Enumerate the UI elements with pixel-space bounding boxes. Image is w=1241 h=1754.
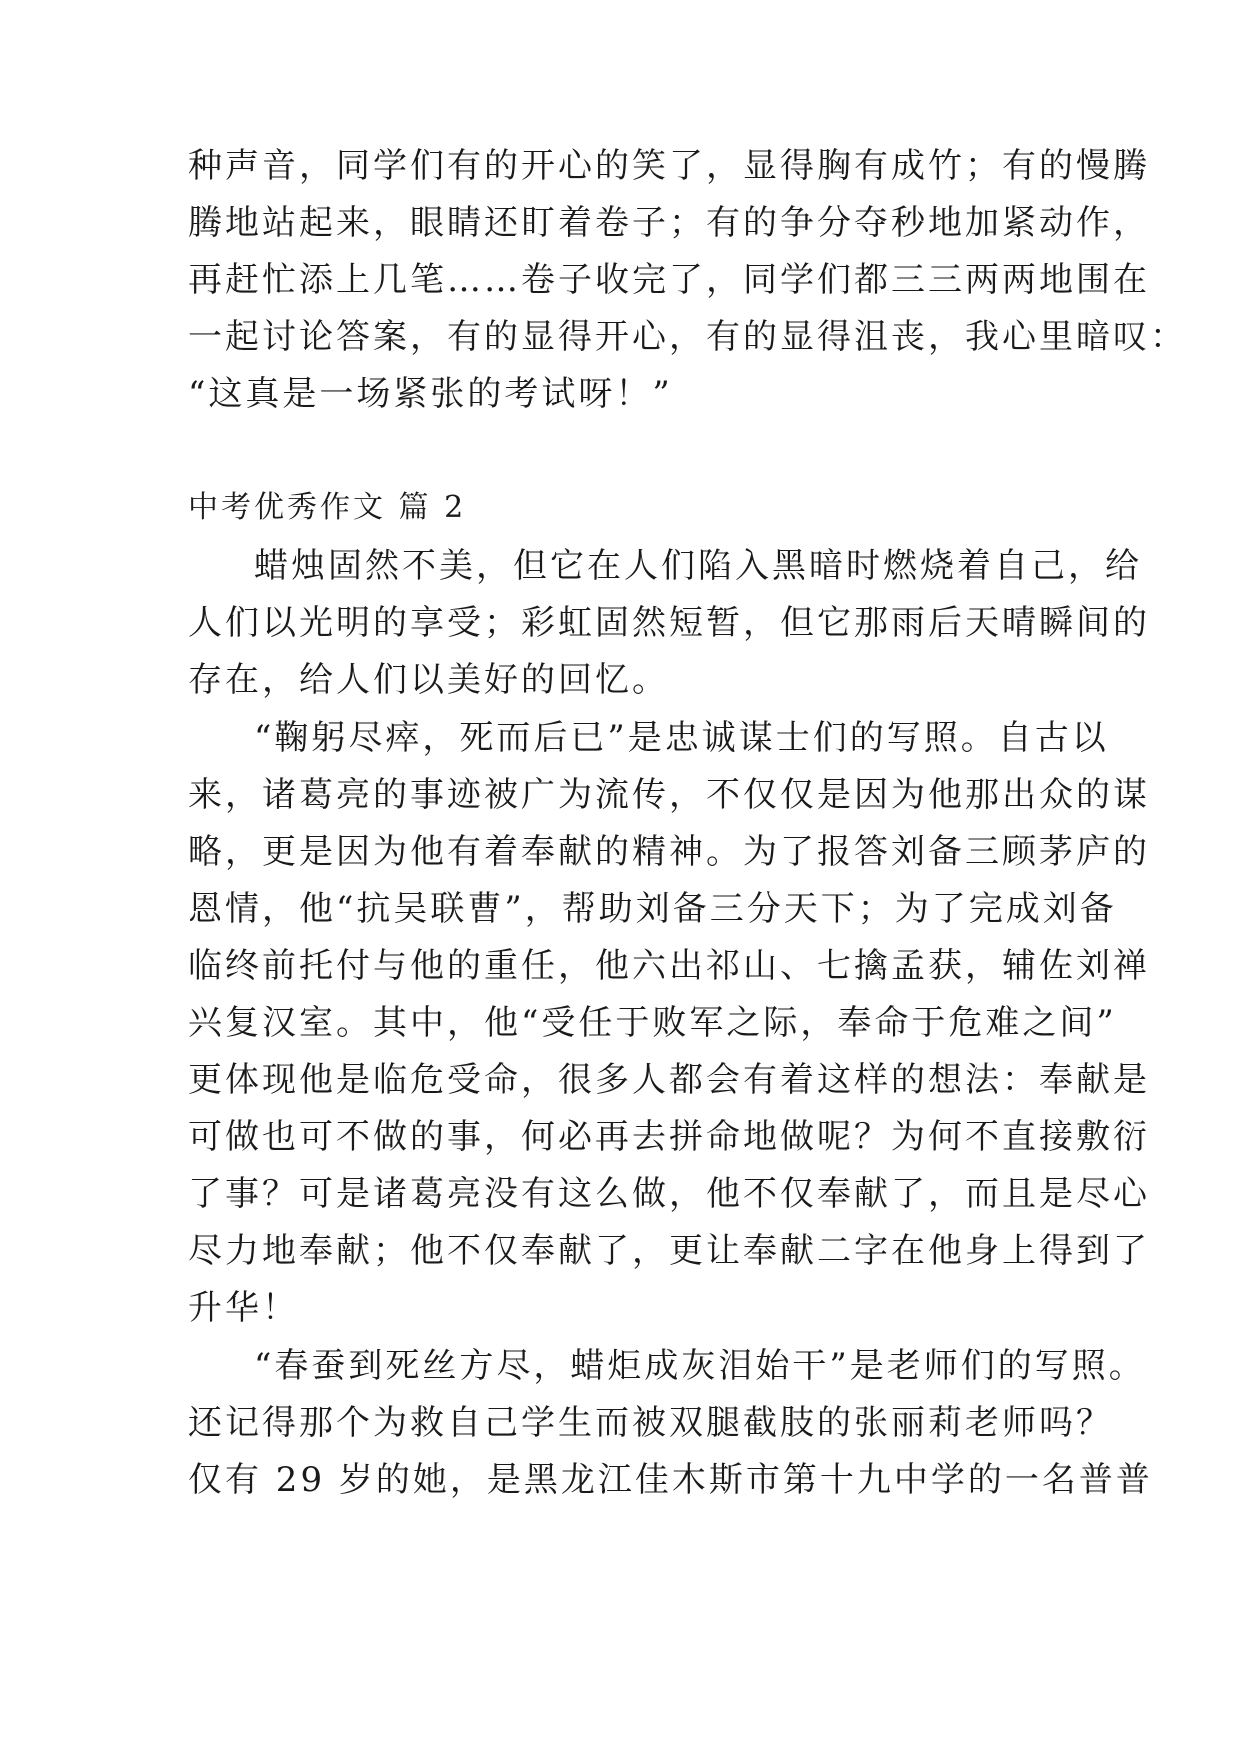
text-line: “春蚕到死丝方尽，蜡炬成灰泪始干”是老师们的写照。 xyxy=(254,1346,1146,1386)
text-line: 再赶忙添上几笔……卷子收完了，同学们都三三两两地围在 xyxy=(188,260,1150,300)
text-line: 恩情，他“抗吴联曹”，帮助刘备三分天下；为了完成刘备 xyxy=(188,889,1117,929)
text-line: 蜡烛固然不美，但它在人们陷入黑暗时燃烧着自己，给 xyxy=(254,546,1142,586)
text-line: 腾地站起来，眼睛还盯着卷子；有的争分夺秒地加紧动作， xyxy=(188,203,1150,243)
text-line: 略，更是因为他有着奉献的精神。为了报答刘备三顾茅庐的 xyxy=(188,832,1150,872)
text-line: “这真是一场紧张的考试呀！” xyxy=(188,374,673,414)
text-line: 存在，给人们以美好的回忆。 xyxy=(188,660,669,700)
section-heading: 中考优秀作文 篇 2 xyxy=(188,490,467,525)
text-line: “鞠躬尽瘁，死而后已”是忠诚谋士们的写照。自古以 xyxy=(254,718,1109,758)
text-line: 仅有 29 岁的她，是黑龙江佳木斯市第十九中学的一名普普 xyxy=(188,1460,1153,1500)
text-line: 尽力地奉献；他不仅奉献了，更让奉献二字在他身上得到了 xyxy=(188,1231,1150,1271)
text-line: 人们以光明的享受；彩虹固然短暂，但它那雨后天晴瞬间的 xyxy=(188,603,1150,643)
text-line: 升华！ xyxy=(188,1288,299,1328)
text-line: 临终前托付与他的重任，他六出祁山、七擒孟获，辅佐刘禅 xyxy=(188,946,1150,986)
text-line: 一起讨论答案，有的显得开心，有的显得沮丧，我心里暗叹： xyxy=(188,317,1187,357)
text-line: 还记得那个为救自己学生而被双腿截肢的张丽莉老师吗？ xyxy=(188,1403,1113,1443)
text-line: 种声音，同学们有的开心的笑了，显得胸有成竹；有的慢腾 xyxy=(188,146,1150,186)
text-line: 兴复汉室。其中，他“受任于败军之际，奉命于危难之间” xyxy=(188,1003,1117,1043)
text-line: 可做也可不做的事，何必再去拼命地做呢？为何不直接敷衍 xyxy=(188,1117,1150,1157)
text-line: 了事？可是诸葛亮没有这么做，他不仅奉献了，而且是尽心 xyxy=(188,1174,1150,1214)
text-line: 更体现他是临危受命，很多人都会有着这样的想法：奉献是 xyxy=(188,1060,1150,1100)
text-line: 来，诸葛亮的事迹被广为流传，不仅仅是因为他那出众的谋 xyxy=(188,775,1150,815)
